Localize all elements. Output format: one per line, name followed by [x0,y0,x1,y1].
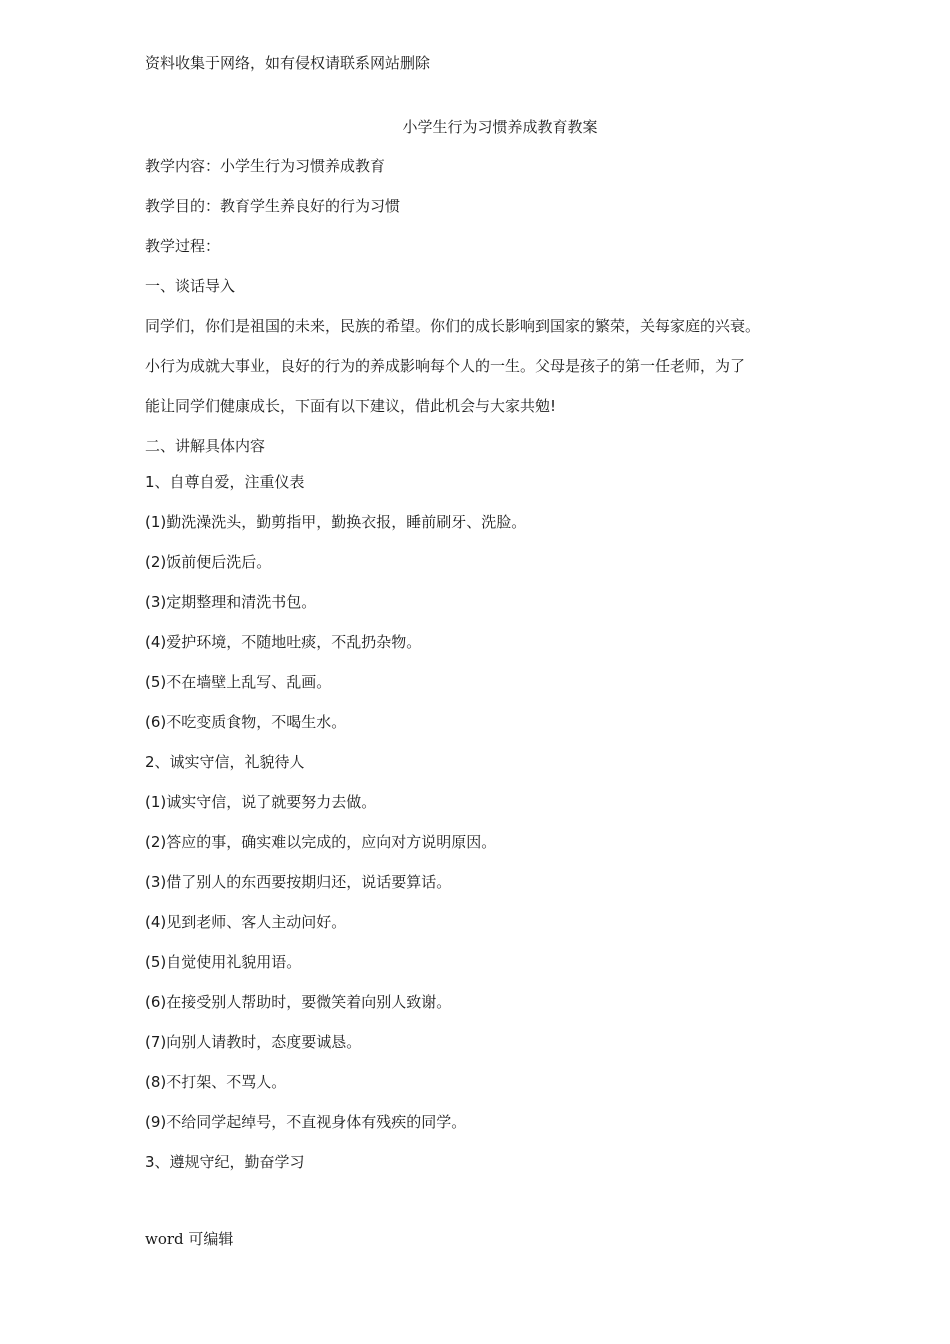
text-line: (1)诚实守信，说了就要努力去做。 [145,793,377,811]
text-line: 教学内容：小学生行为习惯养成教育 [145,157,386,175]
text-line: 小行为成就大事业，良好的行为的养成影响每个人的一生。父母是孩子的第一任老师，为了 [145,357,746,375]
text-line: 1、自尊自爱，注重仪表 [145,473,305,491]
text-line: (4)爱护环境，不随地吐痰，不乱扔杂物。 [145,633,422,651]
text-line: 二、讲解具体内容 [145,437,266,455]
text-line: (2)答应的事，确实难以完成的，应向对方说明原因。 [145,833,497,851]
text-line: (4)见到老师、客人主动问好。 [145,913,347,931]
text-line: 教学目的：教育学生养良好的行为习惯 [145,197,401,215]
text-line: (6)不吃变质食物，不喝生水。 [145,713,347,731]
text-line: 教学过程： [145,237,221,255]
header-note: 资料收集于网络，如有侵权请联系网站删除 [145,54,431,72]
document-title: 小学生行为习惯养成教育教案 [402,118,598,136]
text-line: (9)不给同学起绰号，不直视身体有残疾的同学。 [145,1113,467,1131]
text-line: 一、谈话导入 [145,277,236,295]
text-line: (5)不在墙壁上乱写、乱画。 [145,673,332,691]
text-line: (3)借了别人的东西要按期归还，说话要算话。 [145,873,452,891]
text-line: 2、诚实守信，礼貌待人 [145,753,305,771]
text-line: (7)向别人请教时，态度要诚恳。 [145,1033,362,1051]
text-line: 同学们，你们是祖国的未来，民族的希望。你们的成长影响到国家的繁荣，关每家庭的兴衰。 [145,317,761,335]
text-line: (8)不打架、不骂人。 [145,1073,287,1091]
text-line: 能让同学们健康成长，下面有以下建议，借此机会与大家共勉! [145,397,557,415]
document-body [145,155,815,1191]
text-line: (1)勤洗澡洗头，勤剪指甲，勤换衣报，睡前刷牙、洗脸。 [145,513,527,531]
text-line: (2)饭前便后洗后。 [145,553,272,571]
text-line: 3、遵规守纪，勤奋学习 [145,1153,305,1171]
footer-note: word 可编辑 [145,1230,234,1248]
text-line: (3)定期整理和清洗书包。 [145,593,317,611]
text-line: (5)自觉使用礼貌用语。 [145,953,302,971]
text-line: (6)在接受别人帮助时，要微笑着向别人致谢。 [145,993,452,1011]
